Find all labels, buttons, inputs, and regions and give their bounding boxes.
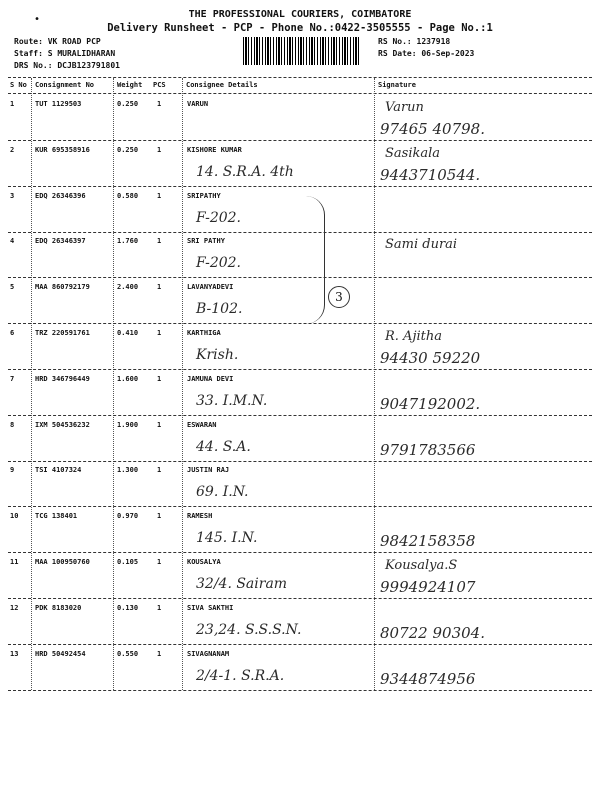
row-consignee-name: KARTHIGA <box>187 329 221 337</box>
row-divider <box>8 415 592 416</box>
row-sno: 5 <box>10 283 15 291</box>
handwritten-bracket <box>306 196 325 324</box>
col-consignment: Consignment No <box>35 81 95 89</box>
row-pcs: 1 <box>157 100 162 108</box>
row-sno: 8 <box>10 421 15 429</box>
row-pcs: 1 <box>157 512 162 520</box>
row-pcs: 1 <box>157 466 162 474</box>
row-divider <box>8 506 592 507</box>
row-sno: 7 <box>10 375 15 383</box>
barcode <box>243 37 361 65</box>
row-divider <box>8 277 592 278</box>
row-consignee-address: Krish. <box>196 347 239 363</box>
row-pcs: 1 <box>157 604 162 612</box>
row-signature: Sami durai <box>385 237 458 252</box>
row-divider <box>8 323 592 324</box>
row-consignee-address: 23,24. S.S.S.N. <box>196 622 302 638</box>
staff-label: Staff: S MURALIDHARAN <box>14 49 116 58</box>
row-sno: 6 <box>10 329 15 337</box>
row-consignee-name: SRI PATHY <box>187 237 225 245</box>
row-consignee-name: VARUN <box>187 100 209 108</box>
row-sno: 10 <box>10 512 19 520</box>
row-sno: 1 <box>10 100 15 108</box>
row-consignee-name: KOUSALYA <box>187 558 221 566</box>
row-pcs: 1 <box>157 558 162 566</box>
row-consignee-address: 69. I.N. <box>196 484 249 500</box>
row-weight: 0.130 <box>117 604 139 612</box>
row-sno: 11 <box>10 558 19 566</box>
col-consignee: Consignee Details <box>186 81 258 89</box>
row-weight: 1.600 <box>117 375 139 383</box>
row-consignment: IXM 504536232 <box>35 421 90 429</box>
row-consignment: PDK 8183020 <box>35 604 82 612</box>
rs-number: RS No.: 1237918 <box>378 37 451 46</box>
row-sno: 9 <box>10 466 15 474</box>
row-signature-phone: 97465 40798. <box>380 120 485 138</box>
page-title: THE PROFESSIONAL COURIERS, COIMBATORE <box>188 9 412 20</box>
row-weight: 0.970 <box>117 512 139 520</box>
row-weight: 0.580 <box>117 192 139 200</box>
row-divider <box>8 369 592 370</box>
row-sno: 4 <box>10 237 15 245</box>
row-divider <box>8 140 592 141</box>
row-consignee-address: 2/4-1. S.R.A. <box>196 668 285 684</box>
page-subtitle: Delivery Runsheet - PCP - Phone No.:0422-3505555 - Page No.:1 <box>107 22 493 34</box>
row-sno: 13 <box>10 650 19 658</box>
row-weight: 2.400 <box>117 283 139 291</box>
row-sno: 12 <box>10 604 19 612</box>
row-pcs: 1 <box>157 375 162 383</box>
row-weight: 1.300 <box>117 466 139 474</box>
row-consignment: HRD 346796449 <box>35 375 90 383</box>
row-consignment: KUR 695358916 <box>35 146 90 154</box>
row-consignment: TUT 1129503 <box>35 100 82 108</box>
row-consignment: TSI 4107324 <box>35 466 82 474</box>
rs-date: RS Date: 06-Sep-2023 <box>378 49 475 58</box>
row-weight: 0.105 <box>117 558 139 566</box>
row-pcs: 1 <box>157 283 162 291</box>
row-sno: 2 <box>10 146 15 154</box>
row-consignee-address: 14. S.R.A. 4th <box>196 164 294 180</box>
row-signature-phone: 9443710544. <box>380 166 481 184</box>
row-divider <box>8 598 592 599</box>
row-weight: 0.250 <box>117 146 139 154</box>
row-consignee-address: 33. I.M.N. <box>196 393 268 409</box>
col-pcs: PCS <box>153 81 166 89</box>
col-weight: Weight <box>117 81 143 89</box>
row-consignment: EDQ 26346396 <box>35 192 86 200</box>
row-consignee-address: F-202. <box>196 255 241 271</box>
circled-annotation: 3 <box>328 286 350 308</box>
row-consignee-name: LAVANYADEVI <box>187 283 234 291</box>
row-pcs: 1 <box>157 421 162 429</box>
row-signature: Kousalya.S <box>385 558 458 573</box>
col-signature: Signature <box>378 81 416 89</box>
row-signature-phone: 9047192002. <box>380 395 481 413</box>
row-pcs: 1 <box>157 146 162 154</box>
row-weight: 0.410 <box>117 329 139 337</box>
corner-mark: • <box>34 14 41 25</box>
drs-label: DRS No.: DCJB123791801 <box>14 61 120 70</box>
row-consignee-name: SIVAGNANAM <box>187 650 230 658</box>
row-signature-phone: 80722 90304. <box>380 624 485 642</box>
row-divider <box>8 232 592 233</box>
row-signature-phone: 9842158358 <box>380 532 476 550</box>
row-divider <box>8 644 592 645</box>
row-signature: R. Ajitha <box>385 329 442 344</box>
row-pcs: 1 <box>157 650 162 658</box>
row-weight: 0.250 <box>117 100 139 108</box>
header-rule <box>8 93 592 94</box>
row-signature-phone: 9791783566 <box>380 441 476 459</box>
row-weight: 1.900 <box>117 421 139 429</box>
row-pcs: 1 <box>157 192 162 200</box>
row-signature-phone: 9344874956 <box>380 670 476 688</box>
row-consignee-address: B-102. <box>196 301 243 317</box>
route-label: Route: VK ROAD PCP <box>14 37 101 46</box>
col-sno: S No <box>10 81 27 89</box>
row-consignment: TRZ 220591761 <box>35 329 90 337</box>
row-consignee-address: 145. I.N. <box>196 530 258 546</box>
row-consignment: HRD 50492454 <box>35 650 86 658</box>
row-divider <box>8 552 592 553</box>
row-consignee-name: JAMUNA DEVI <box>187 375 234 383</box>
row-consignment: TCG 138401 <box>35 512 78 520</box>
table-top-rule <box>8 77 592 78</box>
row-signature: Varun <box>385 100 424 115</box>
row-weight: 1.760 <box>117 237 139 245</box>
row-consignee-name: JUSTIN RAJ <box>187 466 230 474</box>
row-consignee-name: SIVA SAKTHI <box>187 604 234 612</box>
row-sno: 3 <box>10 192 15 200</box>
row-divider <box>8 186 592 187</box>
row-consignee-address: 44. S.A. <box>196 439 251 455</box>
row-divider <box>8 690 592 691</box>
row-consignment: MAA 100950760 <box>35 558 90 566</box>
row-consignee-name: SRIPATHY <box>187 192 221 200</box>
row-divider <box>8 461 592 462</box>
row-consignee-name: KISHORE KUMAR <box>187 146 242 154</box>
row-consignee-address: F-202. <box>196 210 241 226</box>
row-consignee-name: RAMESH <box>187 512 213 520</box>
row-signature-phone: 94430 59220 <box>380 349 481 367</box>
row-consignment: EDQ 26346397 <box>35 237 86 245</box>
row-weight: 0.550 <box>117 650 139 658</box>
row-signature: Sasikala <box>385 146 441 161</box>
row-signature-phone: 9994924107 <box>380 578 476 596</box>
row-consignee-name: ESWARAN <box>187 421 217 429</box>
row-consignment: MAA 860792179 <box>35 283 90 291</box>
row-pcs: 1 <box>157 237 162 245</box>
row-consignee-address: 32/4. Sairam <box>196 576 288 592</box>
row-pcs: 1 <box>157 329 162 337</box>
